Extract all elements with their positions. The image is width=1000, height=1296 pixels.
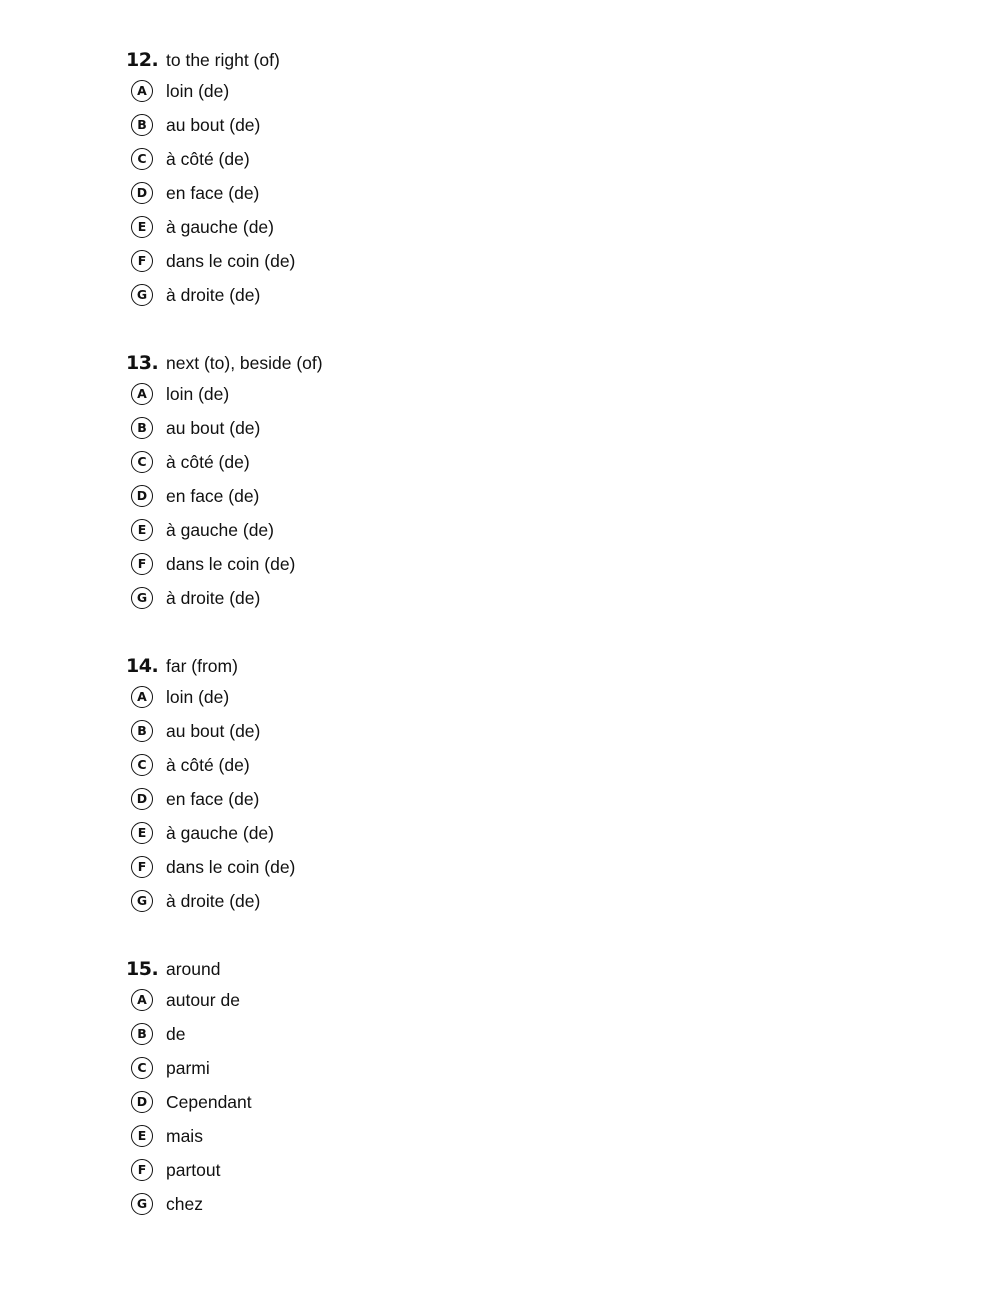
answer-bubble[interactable]: D bbox=[131, 1091, 153, 1113]
answer-option[interactable] bbox=[126, 211, 726, 245]
question-prompt: to the right (of) bbox=[166, 50, 280, 70]
question-number: 15. bbox=[126, 958, 159, 980]
answer-bubble[interactable]: A bbox=[131, 989, 153, 1011]
answer-bubble[interactable]: B bbox=[131, 720, 153, 742]
answer-option[interactable] bbox=[126, 378, 726, 412]
question-block bbox=[126, 954, 726, 1222]
answer-bubble[interactable]: A bbox=[131, 80, 153, 102]
answer-option[interactable] bbox=[126, 548, 726, 582]
question-header bbox=[126, 651, 726, 681]
answer-option[interactable] bbox=[126, 245, 726, 279]
answer-text: parmi bbox=[166, 1058, 210, 1078]
answer-bubble[interactable]: G bbox=[131, 284, 153, 306]
question-number: 13. bbox=[126, 352, 159, 374]
answer-option[interactable] bbox=[126, 1154, 726, 1188]
answer-option[interactable] bbox=[126, 1086, 726, 1120]
answer-text: à côté (de) bbox=[166, 149, 250, 169]
answer-option[interactable] bbox=[126, 1052, 726, 1086]
answer-option[interactable] bbox=[126, 851, 726, 885]
answer-text: dans le coin (de) bbox=[166, 251, 296, 271]
answer-text: en face (de) bbox=[166, 183, 260, 203]
answer-bubble[interactable]: C bbox=[131, 148, 153, 170]
answer-text: mais bbox=[166, 1126, 203, 1146]
answer-text: à droite (de) bbox=[166, 588, 261, 608]
answer-bubble[interactable]: F bbox=[131, 553, 153, 575]
answer-option[interactable] bbox=[126, 1188, 726, 1222]
answer-options bbox=[126, 984, 726, 1222]
answer-bubble[interactable]: D bbox=[131, 182, 153, 204]
answer-bubble[interactable]: B bbox=[131, 114, 153, 136]
answer-bubble[interactable]: D bbox=[131, 485, 153, 507]
answer-bubble[interactable]: F bbox=[131, 1159, 153, 1181]
question-prompt: next (to), beside (of) bbox=[166, 353, 323, 373]
answer-text: chez bbox=[166, 1194, 203, 1214]
answer-option[interactable] bbox=[126, 681, 726, 715]
answer-bubble[interactable]: C bbox=[131, 1057, 153, 1079]
answer-bubble[interactable]: G bbox=[131, 890, 153, 912]
answer-option[interactable] bbox=[126, 446, 726, 480]
answer-text: Cependant bbox=[166, 1092, 252, 1112]
answer-text: au bout (de) bbox=[166, 418, 261, 438]
question-header bbox=[126, 45, 726, 75]
answer-bubble[interactable]: E bbox=[131, 216, 153, 238]
answer-bubble[interactable]: A bbox=[131, 383, 153, 405]
answer-bubble[interactable]: A bbox=[131, 686, 153, 708]
answer-text: en face (de) bbox=[166, 486, 260, 506]
answer-text: en face (de) bbox=[166, 789, 260, 809]
answer-option[interactable] bbox=[126, 514, 726, 548]
answer-option[interactable] bbox=[126, 177, 726, 211]
answer-option[interactable] bbox=[126, 749, 726, 783]
answer-text: à gauche (de) bbox=[166, 217, 274, 237]
answer-option[interactable] bbox=[126, 480, 726, 514]
answer-option[interactable] bbox=[126, 582, 726, 616]
answer-bubble[interactable]: F bbox=[131, 856, 153, 878]
answer-option[interactable] bbox=[126, 109, 726, 143]
question-number: 12. bbox=[126, 49, 159, 71]
answer-option[interactable] bbox=[126, 279, 726, 313]
answer-text: autour de bbox=[166, 990, 240, 1010]
answer-option[interactable] bbox=[126, 817, 726, 851]
answer-bubble[interactable]: F bbox=[131, 250, 153, 272]
answer-bubble[interactable]: B bbox=[131, 1023, 153, 1045]
answer-text: à côté (de) bbox=[166, 452, 250, 472]
answer-text: au bout (de) bbox=[166, 721, 261, 741]
question-prompt: around bbox=[166, 959, 221, 979]
answer-text: de bbox=[166, 1024, 186, 1044]
answer-option[interactable] bbox=[126, 715, 726, 749]
answer-bubble[interactable]: B bbox=[131, 417, 153, 439]
answer-options bbox=[126, 75, 726, 313]
answer-option[interactable] bbox=[126, 1120, 726, 1154]
answer-option[interactable] bbox=[126, 984, 726, 1018]
answer-bubble[interactable]: D bbox=[131, 788, 153, 810]
answer-text: à gauche (de) bbox=[166, 823, 274, 843]
answer-text: à droite (de) bbox=[166, 891, 261, 911]
answer-text: dans le coin (de) bbox=[166, 857, 296, 877]
answer-bubble[interactable]: C bbox=[131, 754, 153, 776]
answer-bubble[interactable]: E bbox=[131, 822, 153, 844]
answer-text: à droite (de) bbox=[166, 285, 261, 305]
answer-text: à gauche (de) bbox=[166, 520, 274, 540]
answer-text: au bout (de) bbox=[166, 115, 261, 135]
answer-options bbox=[126, 378, 726, 616]
answer-bubble[interactable]: E bbox=[131, 1125, 153, 1147]
question-block bbox=[126, 45, 726, 313]
answer-option[interactable] bbox=[126, 885, 726, 919]
question-header bbox=[126, 348, 726, 378]
answer-text: dans le coin (de) bbox=[166, 554, 296, 574]
answer-bubble[interactable]: G bbox=[131, 587, 153, 609]
question-header bbox=[126, 954, 726, 984]
answer-option[interactable] bbox=[126, 412, 726, 446]
answer-option[interactable] bbox=[126, 143, 726, 177]
answer-options bbox=[126, 681, 726, 919]
answer-text: partout bbox=[166, 1160, 221, 1180]
answer-text: à côté (de) bbox=[166, 755, 250, 775]
answer-text: loin (de) bbox=[166, 384, 230, 404]
question-prompt: far (from) bbox=[166, 656, 238, 676]
answer-option[interactable] bbox=[126, 783, 726, 817]
answer-option[interactable] bbox=[126, 75, 726, 109]
question-number: 14. bbox=[126, 655, 159, 677]
question-block bbox=[126, 348, 726, 616]
answer-option[interactable] bbox=[126, 1018, 726, 1052]
question-block bbox=[126, 651, 726, 919]
answer-bubble[interactable]: C bbox=[131, 451, 153, 473]
answer-text: loin (de) bbox=[166, 81, 230, 101]
answer-bubble[interactable]: G bbox=[131, 1193, 153, 1215]
answer-text: loin (de) bbox=[166, 687, 230, 707]
answer-bubble[interactable]: E bbox=[131, 519, 153, 541]
